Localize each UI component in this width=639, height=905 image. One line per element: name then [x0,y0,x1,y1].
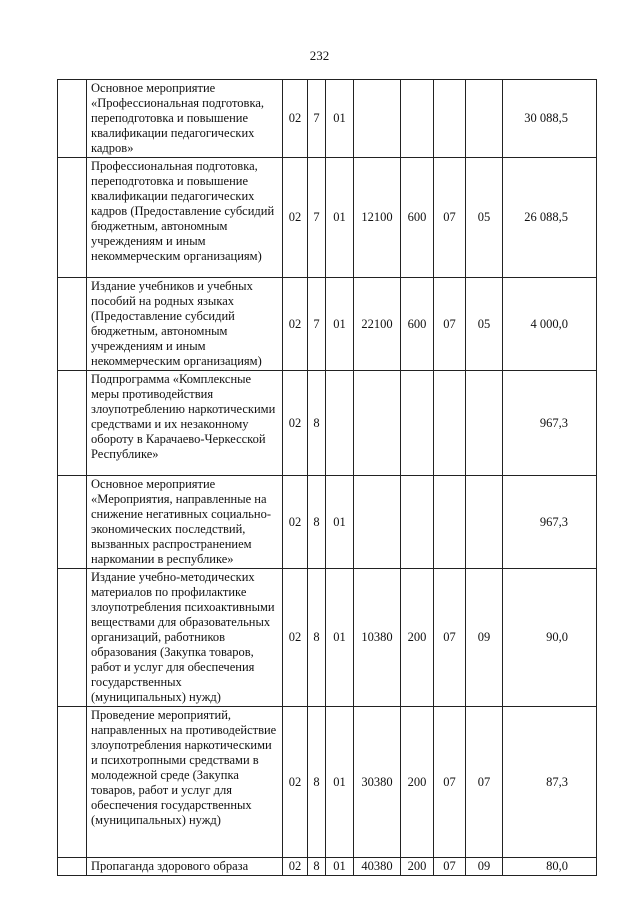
code-subsection [466,371,503,476]
code-program: 02 [283,707,308,858]
code-direction [354,80,401,158]
amount: 90,0 [503,569,597,707]
item-name: Пропаганда здорового образа [87,858,283,876]
code-subsection [466,80,503,158]
item-name: Проведение мероприятий, направленных на противодействие злоупотребления наркотическими и психотропными средствами в молодежной среде (Закупка товаров, работ и услуг для обеспечения государственных (муниципальных) нужд) [87,707,283,858]
row-number-cell [58,278,87,371]
amount: 80,0 [503,858,597,876]
code-subprogram: 8 [308,371,326,476]
code-direction [354,371,401,476]
code-activity: 01 [326,707,354,858]
code-activity: 01 [326,158,354,278]
code-subprogram: 7 [308,80,326,158]
code-expense-type: 600 [401,158,434,278]
code-subsection: 09 [466,858,503,876]
code-subprogram: 8 [308,569,326,707]
row-number-cell [58,569,87,707]
code-program: 02 [283,80,308,158]
item-name: Основное мероприятие «Мероприятия, направленные на снижение негативных социально-экономических последствий, вызванных распространением наркомании в республике» [87,476,283,569]
code-subprogram: 7 [308,278,326,371]
code-activity: 01 [326,476,354,569]
item-name: Основное мероприятие «Профессиональная подготовка, переподготовка и повышение квалификации педагогических кадров» [87,80,283,158]
code-expense-type: 200 [401,707,434,858]
table-row [58,158,597,278]
code-direction: 10380 [354,569,401,707]
code-subprogram: 8 [308,476,326,569]
row-number-cell [58,858,87,876]
code-section: 07 [434,858,466,876]
table-row [58,371,597,476]
code-section [434,371,466,476]
row-number-cell [58,476,87,569]
code-expense-type [401,371,434,476]
code-direction: 22100 [354,278,401,371]
amount: 87,3 [503,707,597,858]
code-expense-type: 200 [401,858,434,876]
code-expense-type: 200 [401,569,434,707]
table-row [58,476,597,569]
code-activity: 01 [326,569,354,707]
code-subprogram: 8 [308,858,326,876]
code-section: 07 [434,707,466,858]
item-name: Подпрограмма «Комплексные меры противодействия злоупотреблению наркотическими средствами и их незаконному обороту в Карачаево-Черкесской Республике» [87,371,283,476]
amount: 26 088,5 [503,158,597,278]
code-subsection [466,476,503,569]
code-subsection: 09 [466,569,503,707]
code-activity: 01 [326,858,354,876]
code-program: 02 [283,278,308,371]
code-subprogram: 8 [308,707,326,858]
item-name: Профессиональная подготовка, переподготовка и повышение квалификации педагогических кадров (Предоставление субсидий бюджетным, автономным учреждениям и иным некоммерческим организациям) [87,158,283,278]
table-row [58,858,597,876]
table-row [58,569,597,707]
row-number-cell [58,158,87,278]
code-subsection: 07 [466,707,503,858]
code-section: 07 [434,158,466,278]
code-program: 02 [283,158,308,278]
page-number: 232 [309,48,330,63]
code-subsection: 05 [466,158,503,278]
row-number-cell [58,371,87,476]
code-activity: 01 [326,80,354,158]
code-section [434,476,466,569]
code-subsection: 05 [466,278,503,371]
code-program: 02 [283,858,308,876]
code-program: 02 [283,476,308,569]
row-number-cell [58,707,87,858]
budget-table [57,79,597,876]
amount: 30 088,5 [503,80,597,158]
code-direction: 40380 [354,858,401,876]
code-direction: 30380 [354,707,401,858]
code-expense-type [401,80,434,158]
item-name: Издание учебно-методических материалов по профилактике злоупотребления психоактивными веществами для образовательных организаций, работников образования (Закупка товаров, работ и услуг для обеспечения государственных (муниципальных) нужд) [87,569,283,707]
row-number-cell [58,80,87,158]
code-program: 02 [283,569,308,707]
code-activity: 01 [326,278,354,371]
table-row [58,80,597,158]
code-section: 07 [434,569,466,707]
table-row [58,707,597,858]
item-name: Издание учебников и учебных пособий на родных языках (Предоставление субсидий бюджетным, автономным учреждениям и иным некоммерческим организациям) [87,278,283,371]
amount: 967,3 [503,371,597,476]
table-row [58,278,597,371]
code-expense-type [401,476,434,569]
code-expense-type: 600 [401,278,434,371]
code-section: 07 [434,278,466,371]
code-activity [326,371,354,476]
code-section [434,80,466,158]
code-direction: 12100 [354,158,401,278]
code-direction [354,476,401,569]
amount: 967,3 [503,476,597,569]
amount: 4 000,0 [503,278,597,371]
code-subprogram: 7 [308,158,326,278]
code-program: 02 [283,371,308,476]
